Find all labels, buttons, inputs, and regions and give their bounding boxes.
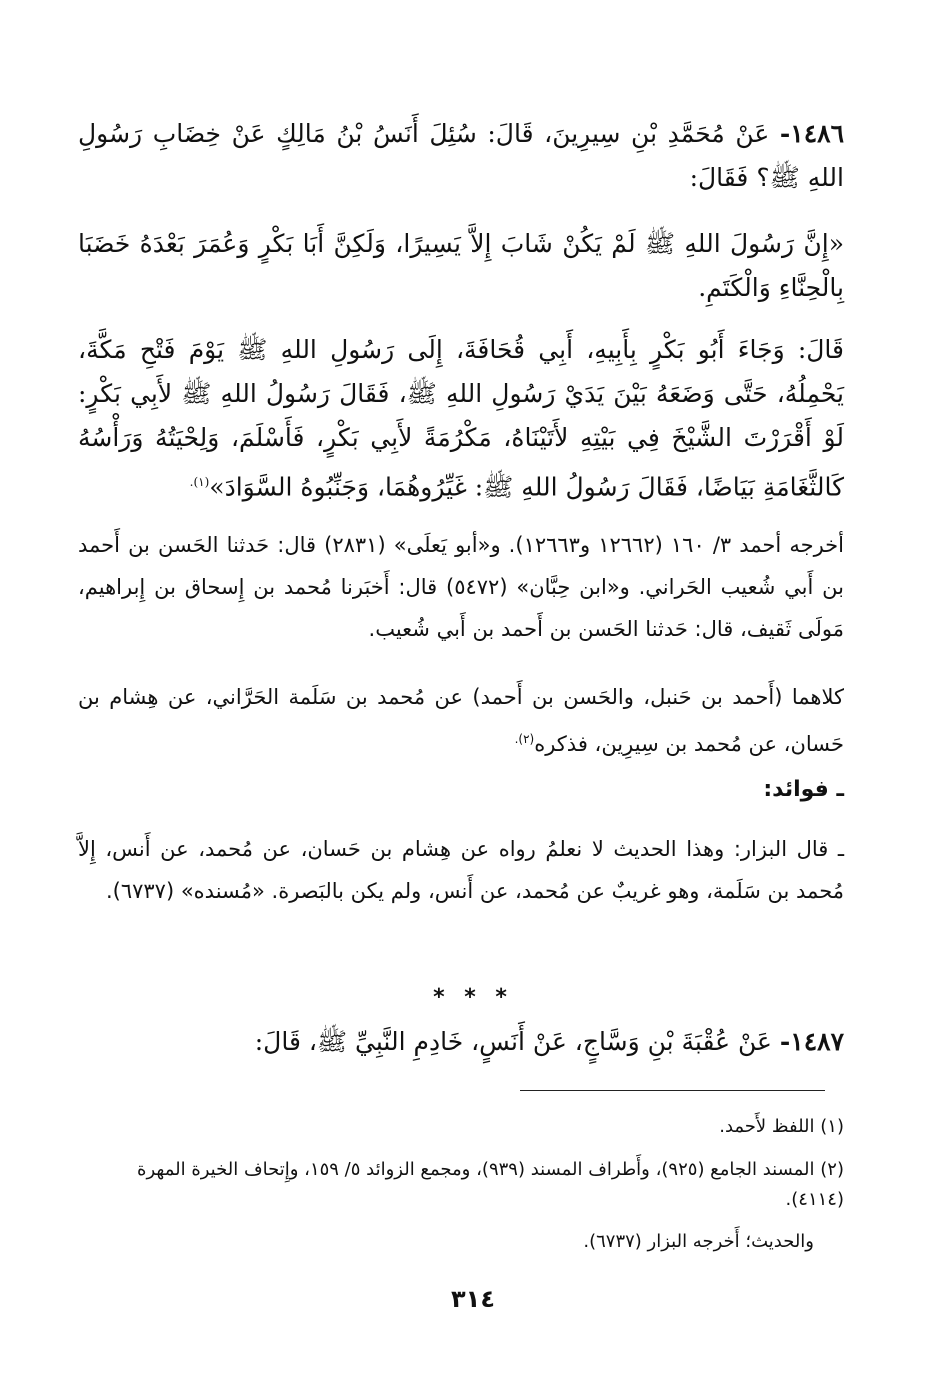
hadith-matn: «إِنَّ رَسُولَ اللهِ ﷺ لَمْ يَكُنْ شَابَ إِلاَّ يَسِيرًا، وَلَكِنَّ أَبَا بَكْرٍ وَعُمَرَ بَعْدَهُ خَضَبَا بِالْحِنَّاءِ وَالْكَتَمِ.: [78, 229, 844, 302]
takhrij-paragraph-2: [78, 676, 844, 765]
hadith-isnad: عَنْ عُقْبَةَ بْنِ وَسَّاجٍ، عَنْ أَنَسٍ، خَادِمِ النَّبِيِّ ﷺ، قَالَ:: [254, 1027, 772, 1056]
fawaid-text: ـ قال البزار: وهذا الحديث لا نعلمُ رواه عن هِشام بن حَسان، عن مُحمد، عن أَنس، إِلاَّ مُحمد بن سَلَمة، وهو غريبٌ عن مُحمد، عن أَنس، ولم يكن بالبَصرة. «مُسنده» (٦٧٣٧).: [78, 837, 844, 903]
footnote-1: (١) اللفظ لأَحمد.: [719, 1116, 844, 1137]
takhrij-text: كلاهما (أَحمد بن حَنبل، والحَسن بن أَحمد) عن مُحمد بن سَلَمة الحَرَّاني، عن هِشام بن حَسان، عن مُحمد بن سِيرِين، فذكره: [78, 685, 844, 756]
footnote-ref-1: (١).: [189, 475, 210, 489]
fawaid-heading: ـ فوائد:: [763, 777, 844, 802]
hadith-story: قَالَ: وَجَاءَ أَبُو بَكْرٍ بِأَبِيهِ، أَبِي قُحَافَةَ، إِلَى رَسُولِ اللهِ ﷺ يَوْمَ فَتْحِ مَكَّةَ، يَحْمِلُهُ، حَتَّى وَضَعَهُ بَيْنَ يَدَيْ رَسُولِ اللهِ ﷺ، فَقَالَ رَسُولُ اللهِ ﷺ لأَبِي بَكْرٍ: لَوْ أَقْرَرْتَ الشَّيْخَ فِي بَيْتِهِ لأَتَيْنَاهُ، مَكْرُمَةً لأَبِي بَكْرٍ، فَأَسْلَمَ، وَلِحْيَتُهُ وَرَأْسُهُ كَالثَّغَامَةِ بَيَاضًا، فَقَالَ رَسُولُ اللهِ ﷺ: غَيِّرُوهُمَا، وَجَنِّبُوهُ السَّوَادَ»: [78, 335, 844, 502]
footnote-ref-2: (٢).: [514, 732, 535, 746]
hadith-1487-intro: [78, 1020, 844, 1064]
fawaid-paragraph: [78, 828, 844, 912]
hadith-1486-story: [78, 328, 844, 509]
hadith-number: ١٤٨٧-: [779, 1027, 844, 1056]
page-number: ٣١٤: [451, 1285, 495, 1313]
takhrij-paragraph-1: [78, 524, 844, 650]
hadith-number: ١٤٨٦-: [779, 119, 845, 148]
hadith-isnad: عَنْ مُحَمَّدِ بْنِ سِيرِينَ، قَالَ: سُئِلَ أَنَسُ بْنُ مَالِكٍ عَنْ خِضَابِ رَسُولِ اللهِ ﷺ؟ فَقَالَ:: [78, 119, 844, 192]
hadith-1486-intro: [78, 112, 844, 200]
footnote-2: (٢) المسند الجامع (٩٢٥)، وأَطراف المسند (٩٣٩)، ومجمع الزوائد ٥/ ١٥٩، وإِتحاف الخيرة المهرة (٤١١٤).: [137, 1159, 844, 1210]
footnote-divider: [520, 1090, 825, 1091]
takhrij-text: أخرجه أحمد ٣/ ١٦٠ (١٢٦٦٢ و١٢٦٦٣). و«أبو يَعلَى» (٢٨٣١) قال: حَدثنا الحَسن بن أَحمد بن أَبي شُعيب الحَراني. و«ابن حِبَّان» (٥٤٧٢) قال: أَخبَرنا مُحمد بن إِسحاق بن إِبراهيم، مَولَى ثَقيف، قال: حَدثنا الحَسن بن أَحمد بن أَبي شُعيب.: [78, 533, 844, 641]
footnote-2-continuation: والحديث؛ أَخرجه البزار (٦٧٣٧).: [583, 1231, 814, 1252]
hadith-1486-quote: [78, 222, 844, 310]
section-separator: * * *: [433, 985, 513, 1010]
